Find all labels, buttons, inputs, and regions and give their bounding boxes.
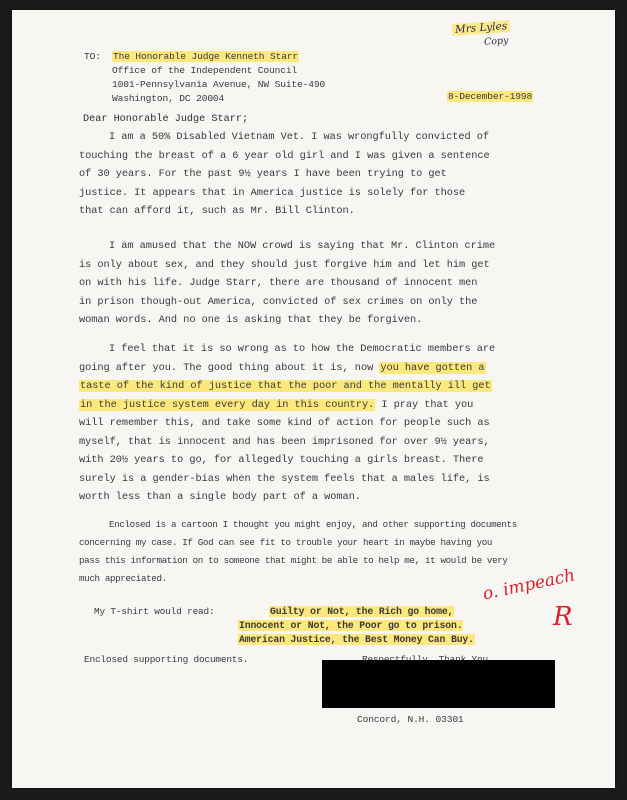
sender-location: Concord, N.H. 03301	[357, 714, 464, 725]
paragraph-line: on with his life. Judge Starr, there are thousand of innocent men	[79, 277, 478, 289]
tshirt-intro: My T-shirt would read:	[94, 606, 215, 617]
paragraph-line: myself, that is innocent and has been imprisoned for over 9½ years,	[79, 435, 490, 448]
letter-page	[12, 10, 615, 788]
highlighted-phrase: you have gotten a	[380, 361, 485, 374]
paragraph-line: justice. It appears that in America justice is solely for those	[79, 186, 466, 199]
paragraph-line	[79, 396, 557, 415]
line-text: going after you. The good thing about it is, now	[79, 361, 380, 374]
paragraph-line: is only about sex, and they should just forgive him and let him get	[79, 258, 490, 271]
to-label: TO:	[84, 51, 101, 62]
paragraph-2	[79, 237, 557, 330]
paragraph-line: Enclosed is a cartoon I thought you might enjoy, and other supporting documents	[109, 519, 517, 530]
paragraph-line	[79, 359, 557, 378]
letter-date-highlight: 8-December-1998	[448, 91, 533, 102]
paragraph-line: I am a 50% Disabled Vietnam Vet. I was wrongfully convicted of	[109, 131, 490, 143]
highlighted-phrase: in the justice system every day in this country.	[80, 398, 375, 411]
recipient-office: Office of the Independent Council	[112, 65, 298, 76]
recipient-city: Washington, DC 20004	[112, 93, 225, 104]
enclosed-docs-note: Enclosed supporting documents.	[84, 654, 249, 665]
paragraph-line: much appreciated.	[79, 573, 167, 584]
salutation: Dear Honorable Judge Starr;	[83, 114, 249, 125]
paragraph-line: worth less than a single body part of a woman.	[79, 491, 361, 503]
recipient-street: 1001-Pennsylvania Avenue, NW Suite-490	[112, 79, 326, 90]
handwritten-red-note: o. impeach	[480, 565, 577, 605]
paragraph-line: that can afford it, such as Mr. Bill Clinton.	[79, 205, 355, 217]
tshirt-highlight: Innocent or Not, the Poor go to prison.	[239, 620, 463, 631]
paragraph-line: in prison though-out America, convicted of sex crimes on only the	[79, 295, 478, 308]
line-text: I pray that you	[375, 398, 474, 411]
recipient-name	[112, 50, 299, 64]
paragraph-1	[79, 128, 557, 221]
paragraph-line: woman words. And no one is asking that they be forgiven.	[79, 314, 423, 326]
tshirt-highlight: Guilty or Not, the Rich go home,	[270, 606, 454, 617]
tshirt-line-3	[238, 633, 475, 647]
handwritten-note-top: Mrs Lyles	[452, 20, 511, 36]
handwritten-red-initial: R	[553, 602, 573, 632]
highlighted-phrase: taste of the kind of justice that the poor and the mentally ill get	[80, 380, 491, 392]
paragraph-line: pass this information on to someone that might be able to help me, it would be very	[79, 555, 508, 566]
paragraph-4	[79, 516, 557, 588]
tshirt-line-1	[269, 605, 454, 619]
paragraph-line: will remember this, and take some kind of action for people such as	[79, 417, 490, 429]
redaction-box	[322, 660, 555, 708]
tshirt-highlight: American Justice, the Best Money Can Buy.	[239, 634, 474, 645]
paragraph-line: I am amused that the NOW crowd is saying that Mr. Clinton crime	[109, 240, 496, 252]
paragraph-line: of 30 years. For the past 9½ years I have been trying to get	[79, 168, 447, 180]
paragraph-line: with 20½ years to go, for allegedly touching a girls breast. There	[79, 454, 484, 466]
tshirt-line-2	[238, 619, 463, 633]
paragraph-line: concerning my case. If God can see fit to trouble your heart in maybe having you	[79, 537, 493, 548]
handwritten-note-copy: Copy	[483, 35, 509, 48]
paragraph-line	[79, 377, 557, 396]
paragraph-line: I feel that it is so wrong as to how the Democratic members are	[109, 343, 496, 355]
paragraph-line: touching the breast of a 6 year old girl and I was given a sentence	[79, 149, 490, 162]
paragraph-line: surely is a gender-bias when the system feels that a males life, is	[79, 472, 490, 485]
paragraph-3	[79, 340, 557, 507]
letter-date	[447, 90, 533, 104]
recipient-name-highlight: The Honorable Judge Kenneth Starr	[113, 51, 299, 62]
